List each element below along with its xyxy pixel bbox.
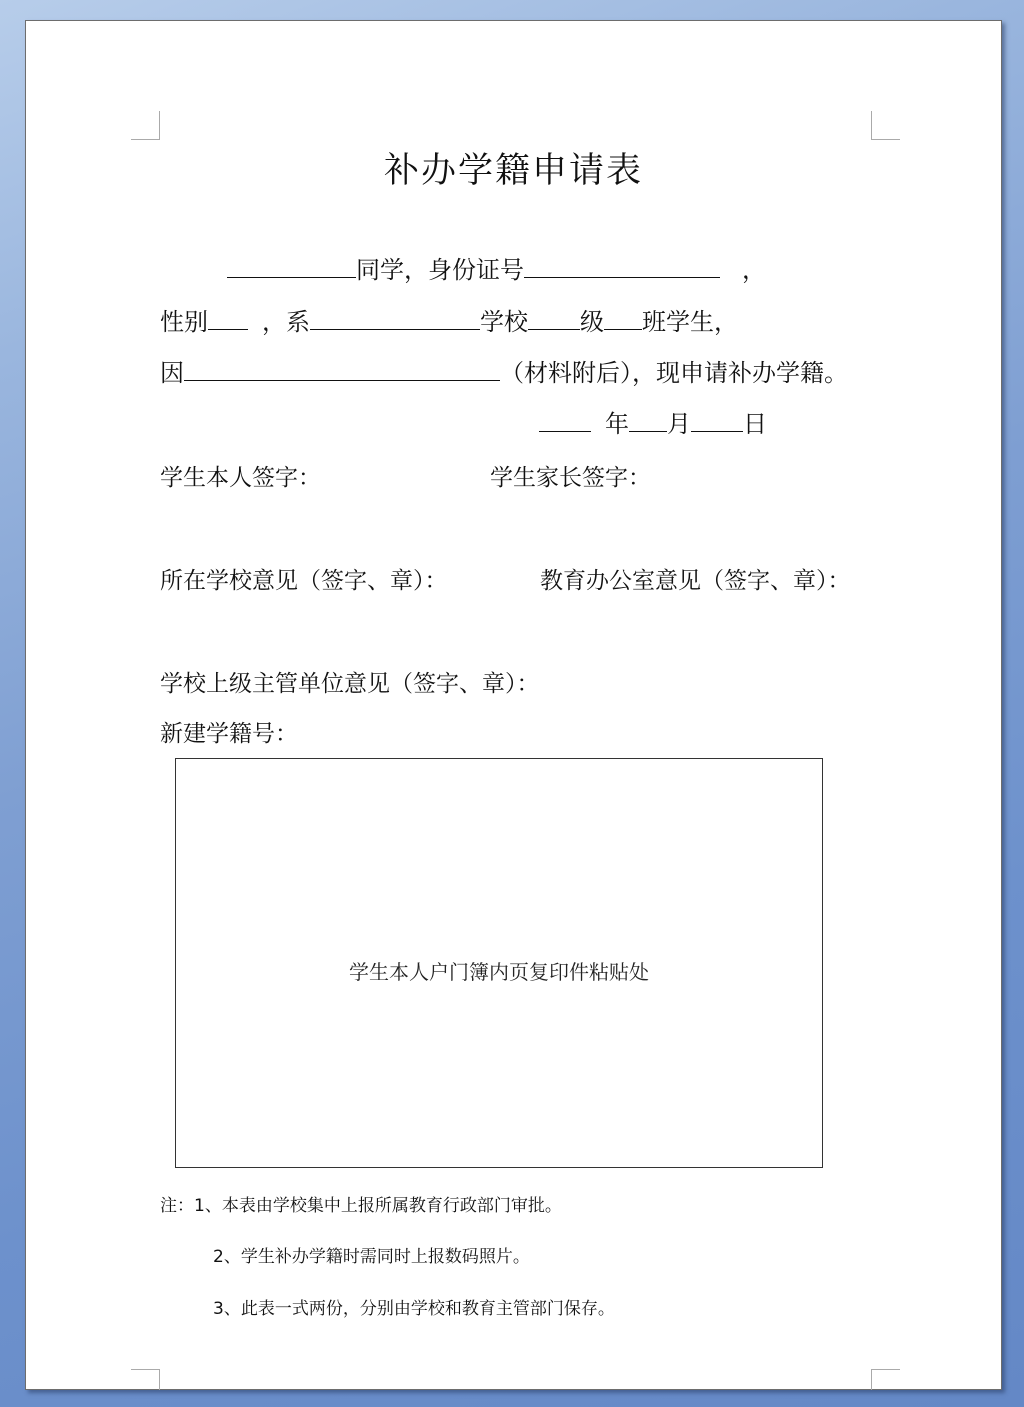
class-student-label: 班学生，: [642, 308, 738, 336]
year-label: 年: [605, 410, 629, 438]
form-line-gender-school: [160, 305, 738, 338]
school-name-blank[interactable]: [310, 305, 480, 330]
document-title: 补办学籍申请表: [383, 151, 643, 191]
school-opinion-label: 所在学校意见（签字、章）：: [160, 568, 448, 594]
name-blank[interactable]: [227, 253, 356, 278]
form-line-reason: [160, 356, 848, 389]
crop-mark-bottom-left: [131, 1369, 160, 1390]
note-2: 2、学生补办学籍时需同时上报数码照片。: [213, 1247, 530, 1267]
crop-mark-top-left: [131, 111, 160, 140]
new-student-id-label: 新建学籍号：: [160, 721, 298, 747]
reason-label: 因: [160, 359, 184, 387]
crop-mark-bottom-right: [871, 1369, 900, 1390]
classmate-id-label: 同学，身份证号: [356, 256, 524, 284]
reason-tail-text: （材料附后），现申请补办学籍。: [500, 359, 848, 387]
day-blank[interactable]: [691, 407, 743, 432]
document-page: [25, 20, 1002, 1390]
date-line: [539, 407, 767, 440]
month-label: 月: [667, 410, 691, 438]
crop-mark-top-right: [871, 111, 900, 140]
student-signature-label: 学生本人签字：: [160, 465, 321, 491]
parent-signature-label: 学生家长签字：: [490, 465, 651, 491]
superior-unit-opinion-label: 学校上级主管单位意见（签字、章）：: [160, 671, 540, 697]
grade-label: 级: [580, 308, 604, 336]
belongs-label: ，系: [262, 308, 310, 336]
gender-label: 性别: [160, 308, 208, 336]
id-number-blank[interactable]: [524, 253, 720, 278]
note-1: 注：1、本表由学校集中上报所属教育行政部门审批。: [160, 1196, 562, 1216]
school-label: 学校: [480, 308, 528, 336]
household-register-paste-box: [175, 758, 823, 1168]
month-blank[interactable]: [629, 407, 667, 432]
paste-box-label: 学生本人户门簿内页复印件粘贴处: [349, 960, 649, 984]
grade-blank[interactable]: [528, 305, 580, 330]
year-blank[interactable]: [539, 407, 591, 432]
class-blank[interactable]: [604, 305, 642, 330]
gender-blank[interactable]: [208, 305, 248, 330]
form-line-name-id: [227, 253, 766, 286]
note-3: 3、此表一式两份，分别由学校和教育主管部门保存。: [213, 1299, 615, 1319]
edu-office-opinion-label: 教育办公室意见（签字、章）：: [540, 568, 851, 594]
comma: ，: [742, 256, 766, 284]
day-label: 日: [743, 410, 767, 438]
reason-blank[interactable]: [184, 356, 500, 381]
